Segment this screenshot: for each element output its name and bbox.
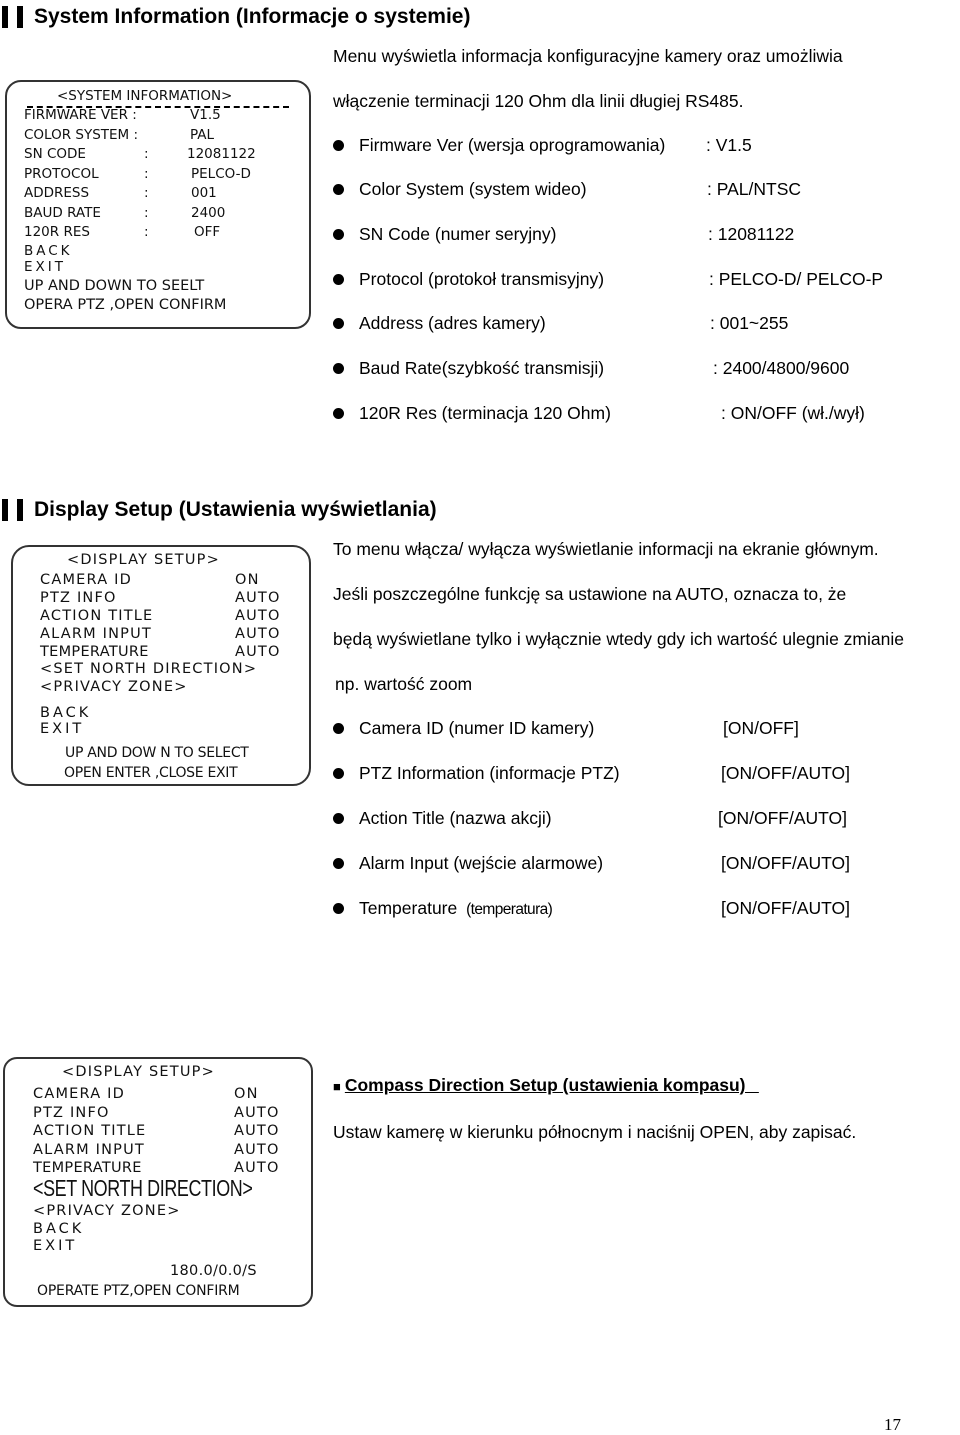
osd-row-key: PTZ INFO xyxy=(33,1104,110,1121)
osd-row-value: PELCO-D xyxy=(191,165,251,182)
osd-row-value: AUTO xyxy=(235,644,281,660)
osd-row-value: AUTO xyxy=(234,1160,280,1176)
osd-row-sep: : xyxy=(144,204,149,221)
osd-hint: OPEN ENTER ,CLOSE EXIT xyxy=(64,765,238,781)
bullet-label: 120R Res (terminacja 120 Ohm) xyxy=(359,403,611,423)
bullet-icon xyxy=(333,903,344,914)
compass-instruction: Ustaw kamerę w kierunku północnym i naciśnij OPEN, aby zapisać. xyxy=(333,1122,857,1142)
bullet-icon xyxy=(333,274,344,285)
osd-exit: EXIT xyxy=(40,721,85,737)
osd-row-key: PTZ INFO xyxy=(40,590,117,606)
osd-row-value: ON xyxy=(235,572,260,588)
osd-hint: UP AND DOW N TO SELECT xyxy=(65,745,249,761)
osd-row-key: ADDRESS xyxy=(24,185,90,201)
bullet-icon xyxy=(333,858,344,869)
osd-hint: UP AND DOWN TO SEELT xyxy=(24,278,205,294)
bullet-icon xyxy=(333,768,344,779)
osd-row-value: AUTO xyxy=(234,1104,280,1121)
osd-row-key: CAMERA ID xyxy=(33,1086,125,1102)
bullet-icon xyxy=(333,723,344,734)
bullet-value: : PAL/NTSC xyxy=(707,179,802,199)
bullet-icon xyxy=(333,318,344,329)
osd-privacy-zone: <PRIVACY ZONE> xyxy=(33,1203,181,1219)
bullet-icon xyxy=(333,140,344,151)
bullet-label: Address (adres kamery) xyxy=(359,313,546,333)
bullet-value: [ON/OFF/AUTO] xyxy=(718,808,847,828)
bullet-label: PTZ Information (informacje PTZ) xyxy=(359,763,620,783)
osd-privacy-zone: <PRIVACY ZONE> xyxy=(40,679,188,695)
bullet-label: Baud Rate(szybkość transmisji) xyxy=(359,358,605,378)
bullet-label: Protocol (protokoł transmisyjny) xyxy=(359,269,605,289)
page-number: 17 xyxy=(884,1415,901,1434)
description-line: Jeśli poszczególne funkcję sa ustawione na AUTO, oznacza to, że xyxy=(333,584,847,604)
osd-row-key: ALARM INPUT xyxy=(33,1141,145,1158)
bullet-value: [ON/OFF/AUTO] xyxy=(721,853,850,873)
bullet-icon xyxy=(333,408,344,419)
osd-back: BACK xyxy=(33,1221,85,1237)
osd-hint: OPERA PTZ ,OPEN CONFIRM xyxy=(24,297,227,313)
osd-row-value: AUTO xyxy=(234,1141,280,1158)
intro-line: Menu wyświetla informacja konfiguracyjne kamery oraz umożliwia xyxy=(333,46,843,66)
osd-coordinates: 180.0/0.0/S xyxy=(170,1263,257,1279)
osd-row-key: ACTION TITLE xyxy=(40,608,154,624)
osd-row-key: FIRMWARE VER : xyxy=(24,107,137,123)
osd-north-direction: <SET NORTH DIRECTION> xyxy=(40,661,258,677)
bullet-value: : 2400/4800/9600 xyxy=(713,358,850,378)
osd-north-direction-selected: <SET NORTH DIRECTION> xyxy=(33,1175,253,1201)
osd-row-value: AUTO xyxy=(234,1123,280,1139)
osd-back: BACK xyxy=(24,243,73,259)
osd-row-key: ACTION TITLE xyxy=(33,1123,147,1139)
osd-row-sep: : xyxy=(144,185,149,201)
bullet-icon xyxy=(333,813,344,824)
osd-row-key: TEMPERATURE xyxy=(40,644,149,660)
heading-bar-icon xyxy=(17,6,23,28)
heading-bar-icon xyxy=(2,6,8,28)
bullet-label: Color System (system wideo) xyxy=(359,179,587,199)
osd-row-value: OFF xyxy=(194,224,221,240)
osd-exit: EXIT xyxy=(33,1238,78,1254)
bullet-icon xyxy=(333,184,344,195)
osd-row-value: ON xyxy=(234,1086,259,1102)
section-title: Display Setup (Ustawienia wyświetlania) xyxy=(34,498,437,521)
heading-bar-icon xyxy=(17,499,23,521)
bullet-value: [ON/OFF/AUTO] xyxy=(721,763,850,783)
osd-row-value: AUTO xyxy=(235,608,281,624)
osd-exit: EXIT xyxy=(24,259,67,275)
bullet-value: : ON/OFF (wł./wył) xyxy=(721,403,865,423)
bullet-value: : PELCO-D/ PELCO-P xyxy=(709,269,884,289)
compass-heading xyxy=(333,1075,759,1096)
bullet-icon xyxy=(333,363,344,374)
osd-row-value: AUTO xyxy=(235,590,281,606)
osd-compass-panel xyxy=(3,1057,313,1307)
osd-row-key: 120R RES xyxy=(24,224,90,240)
osd-row-key: COLOR SYSTEM : xyxy=(24,126,139,143)
osd-row-value: AUTO xyxy=(235,626,281,642)
osd-row-sep: : xyxy=(144,224,149,240)
osd-row-value: 12081122 xyxy=(187,146,256,162)
osd-header: <DISPLAY SETUP> xyxy=(67,552,220,568)
osd-row-key: ALARM INPUT xyxy=(40,626,152,642)
bullet-value: [ON/OFF] xyxy=(723,718,799,738)
osd-row-value: PAL xyxy=(190,126,215,143)
osd-row-key: SN CODE xyxy=(24,146,86,162)
osd-display-setup-panel xyxy=(11,545,311,786)
compass-title: Compass Direction Setup (ustawienia kompasu) xyxy=(344,1075,746,1095)
bullet-label: SN Code (numer seryjny) xyxy=(359,224,557,244)
bullet-label xyxy=(359,897,552,921)
osd-row-value: 001 xyxy=(191,185,217,201)
description-line: To menu włącza/ wyłącza wyświetlanie informacji na ekranie głównym. xyxy=(333,539,879,559)
osd-row-value: V1.5 xyxy=(190,107,221,123)
osd-header: <DISPLAY SETUP> xyxy=(62,1064,215,1080)
bullet-label-small: (temperatura) xyxy=(466,901,553,918)
bullet-label-main: Temperature xyxy=(359,898,458,918)
description-line: będą wyświetlane tylko i wyłącznie wtedy gdy ich wartość ulegnie zmianie xyxy=(333,629,904,649)
heading-bar-icon xyxy=(2,499,8,521)
osd-row-sep: : xyxy=(144,165,149,182)
bullet-label: Camera ID (numer ID kamery) xyxy=(359,718,595,738)
bullet-value: : 12081122 xyxy=(708,224,795,244)
osd-header: <SYSTEM INFORMATION> xyxy=(57,88,233,104)
square-bullet-icon: ■ xyxy=(333,1079,341,1094)
osd-back: BACK xyxy=(40,705,92,721)
osd-row-key: TEMPERATURE xyxy=(33,1160,142,1176)
description-line: np. wartość zoom xyxy=(335,674,473,694)
osd-hint: OPERATE PTZ,OPEN CONFIRM xyxy=(37,1283,240,1299)
bullet-icon xyxy=(333,229,344,240)
osd-row-value: 2400 xyxy=(191,204,226,221)
osd-row-key: BAUD RATE xyxy=(24,204,101,221)
bullet-value: : 001~255 xyxy=(710,313,789,333)
bullet-label: Action Title (nazwa akcji) xyxy=(359,808,552,828)
intro-line: włączenie terminacji 120 Ohm dla linii długiej RS485. xyxy=(333,91,744,111)
osd-system-information-panel xyxy=(5,80,311,329)
bullet-label: Alarm Input (wejście alarmowe) xyxy=(359,853,604,873)
section-title: System Information (Informacje o systemie) xyxy=(34,5,471,28)
bullet-value: [ON/OFF/AUTO] xyxy=(721,898,850,918)
osd-row-key: CAMERA ID xyxy=(40,572,132,588)
osd-row-key: PROTOCOL xyxy=(24,165,99,182)
bullet-value: : V1.5 xyxy=(706,135,752,155)
osd-row-sep: : xyxy=(144,146,149,162)
bullet-label: Firmware Ver (wersja oprogramowania) xyxy=(359,135,666,155)
